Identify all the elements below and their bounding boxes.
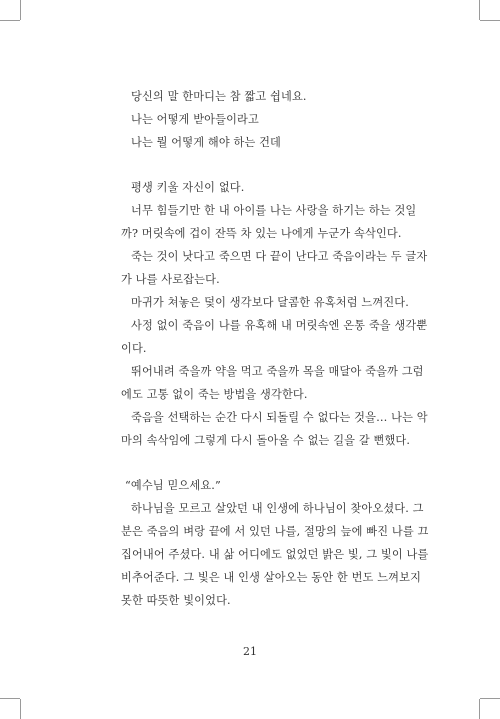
text-line: 뛰어내려 죽을까 약을 먹고 죽을까 목을 매달아 죽을까 그럼 [131,365,424,378]
crop-mark-right-top [480,20,500,21]
text-line: 분은 죽음의 벼랑 끝에 서 있던 나를, 절망의 늪에 빠진 나를 끄 [121,525,429,538]
text-line: 너무 힘들기만 한 내 아이를 나는 사랑을 하기는 하는 것일 [131,204,417,217]
crop-mark-bottom-left [20,699,21,719]
text-line: 사정 없이 죽음이 나를 유혹해 내 머릿속엔 온통 죽을 생각뿐 [131,319,428,332]
crop-mark-left-top [0,20,20,21]
crop-mark-right-bottom [480,698,500,699]
text-line: 나는 뭘 어떻게 해야 하는 건데 [131,136,282,149]
crop-mark-top-right [479,0,480,20]
text-line: 까? 머릿속에 겁이 잔뜩 차 있는 나에게 누군가 속삭인다. [121,227,402,240]
text-line: 나는 어떻게 받아들이라고 [131,113,259,126]
crop-mark-top-left [20,0,21,20]
text-line: 죽는 것이 낫다고 죽으면 다 끝이 난다고 죽음이라는 두 글자 [131,250,428,263]
text-line: 비추어준다. 그 빛은 내 인생 살아오는 동안 한 번도 느껴보지 [121,571,422,584]
text-line: “예수님 믿으세요.” [125,479,221,492]
text-line: 평생 키울 자신이 없다. [131,181,245,194]
text-line: 하나님을 모르고 살았던 내 인생에 하나님이 찾아오셨다. 그 [131,502,424,515]
text-line: 이다. [121,342,147,355]
text-line: 에도 고통 없이 죽는 방법을 생각한다. [121,388,308,401]
crop-mark-bottom-right [479,699,480,719]
text-line: 마의 속삭임에 그렇게 다시 돌아올 수 없는 길을 갈 뻔했다. [121,434,411,447]
text-line: 못한 따뜻한 빛이었다. [121,594,231,607]
text-line: 집어내어 주셨다. 내 삶 어디에도 없었던 밝은 빛, 그 빛이 나를 [121,548,429,561]
text-line: 죽음을 선택하는 순간 다시 되돌릴 수 없다는 것을… 나는 악 [131,411,428,424]
page-number: 21 [243,645,257,658]
crop-mark-left-bottom [0,698,20,699]
text-line: 당신의 말 한마디는 참 짧고 쉽네요. [131,90,307,103]
text-line: 가 나를 사로잡는다. [121,273,220,286]
text-line: 마귀가 쳐놓은 덫이 생각보다 달콤한 유혹처럼 느껴진다. [131,296,409,309]
